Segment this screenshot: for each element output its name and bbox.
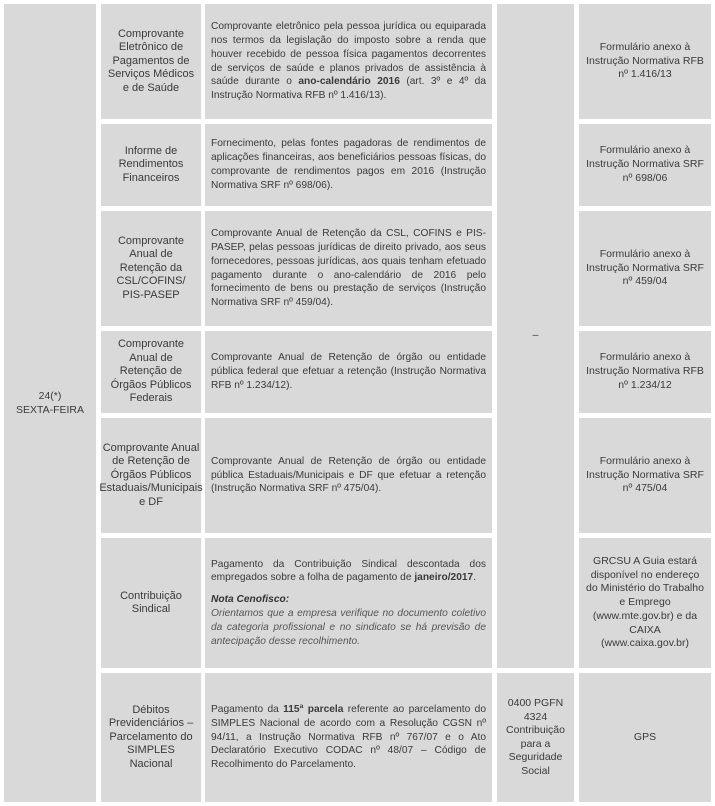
obligation-description: Comprovante Anual de Retenção de órgão ou entidade pública Estaduais/Municipais e DF que efetuar a retenção (Instrução Normativa SRF nº 475/04). bbox=[205, 418, 492, 533]
obligation-description: Fornecimento, pelas fontes pagadoras de rendimentos de aplicações financeiras, aos beneficiários pessoas físicas, do comprovante de rendimentos pagos em 2016 (Instrução Normativa SRF nº 698/06). bbox=[205, 124, 492, 206]
form-reference: Formulário anexo à Instrução Normativa RFB nº 1.234/12 bbox=[579, 331, 711, 413]
note-title: Nota Cenofisco: bbox=[211, 594, 290, 606]
obligation-description: Pagamento da Contribuição Sindical descontada dos empregados sobre a folha de pagamento de janeiro/2017. Nota Cenofisco: Orientamos que a empresa verifique no documento coletivo da categoria profissional e no sindicato se há previsão de antecipação desse recolhimento. bbox=[205, 538, 492, 668]
obligation-description: Comprovante Anual de Retenção de órgão ou entidade pública federal que efetuar a retenção (Instrução Normativa RFB nº 1.234/12). bbox=[205, 331, 492, 413]
obligation-description: Pagamento da 115ª parcela referente ao parcelamento do SIMPLES Nacional de acordo com a Resolução CGSN nº 94/11, a Instrução Normativa RFB nº 767/07 e o Ato Declaratório Executivo CODAC nº 48/07 – Código de Recolhimento do Parcelamento. bbox=[205, 673, 492, 802]
obligation-description: Comprovante Anual de Retenção da CSL, COFINS e PIS-PASEP, pelas pessoas jurídicas de direito privado, aos seus fornecedores, pessoas jurídicas, aos quais tenham efetuado pagamento durante o ano-calendário de 2016 pelo fornecimento de bens ou prestação de serviços (Instrução Normativa SRF nº 459/04). bbox=[205, 211, 492, 326]
due-date-weekday: SEXTA-FEIRA bbox=[15, 404, 85, 416]
form-reference: Formulário anexo à Instrução Normativa RFB nº 1.416/13 bbox=[579, 4, 711, 119]
form-reference: Formulário anexo à Instrução Normativa SRF nº 698/06 bbox=[579, 124, 711, 206]
obligation-description: Comprovante eletrônico pela pessoa jurídica ou equiparada nos termos da legislação do imposto sobre a renda que houver recebido de pessoa física pagamentos decorrentes de serviços de saúde e planos privados de assistência à saúde durante o ano-calendário 2016 (art. 3º e 4º da Instrução Normativa RFB nº 1.416/13). bbox=[205, 4, 492, 119]
due-date-cell bbox=[4, 4, 96, 802]
obligation-name: Comprovante Eletrônico de Pagamentos de Serviços Médicos e de Saúde bbox=[101, 4, 201, 119]
obligation-name: Informe de Rendimentos Financeiros bbox=[101, 124, 201, 206]
obligation-name: Débitos Previdenciários – Parcelamento do SIMPLES Nacional bbox=[101, 673, 201, 802]
due-date-day: 24(*) bbox=[38, 390, 62, 402]
obligation-name: Comprovante Anual de Retenção da CSL/COFINS/ PIS-PASEP bbox=[101, 211, 201, 326]
payment-code: 0400 PGFN 4324 Contribuição para a Seguridade Social bbox=[497, 673, 574, 802]
obligation-name: Comprovante Anual de Retenção de Órgãos Públicos Federais bbox=[101, 331, 201, 413]
shared-code-cell: – bbox=[497, 4, 574, 668]
note-text: Orientamos que a empresa verifique no documento coletivo da categoria profissional e no sindicato se há previsão de antecipação desse recolhimento. bbox=[211, 608, 486, 647]
form-reference: Formulário anexo à Instrução Normativa SRF nº 459/04 bbox=[579, 211, 711, 326]
obligation-name: Comprovante Anual de Retenção de Órgãos Públicos Estaduais/Municipais e DF bbox=[101, 418, 201, 533]
obligation-name: Contribuição Sindical bbox=[101, 538, 201, 668]
form-reference: GRCSU A Guia estará disponível no endereço do Ministério do Trabalho e Emprego (www.mte.gov.br) e da CAIXA (www.caixa.gov.br) bbox=[579, 538, 711, 668]
form-reference: GPS bbox=[579, 673, 711, 802]
form-reference: Formulário anexo à Instrução Normativa SRF nº 475/04 bbox=[579, 418, 711, 533]
